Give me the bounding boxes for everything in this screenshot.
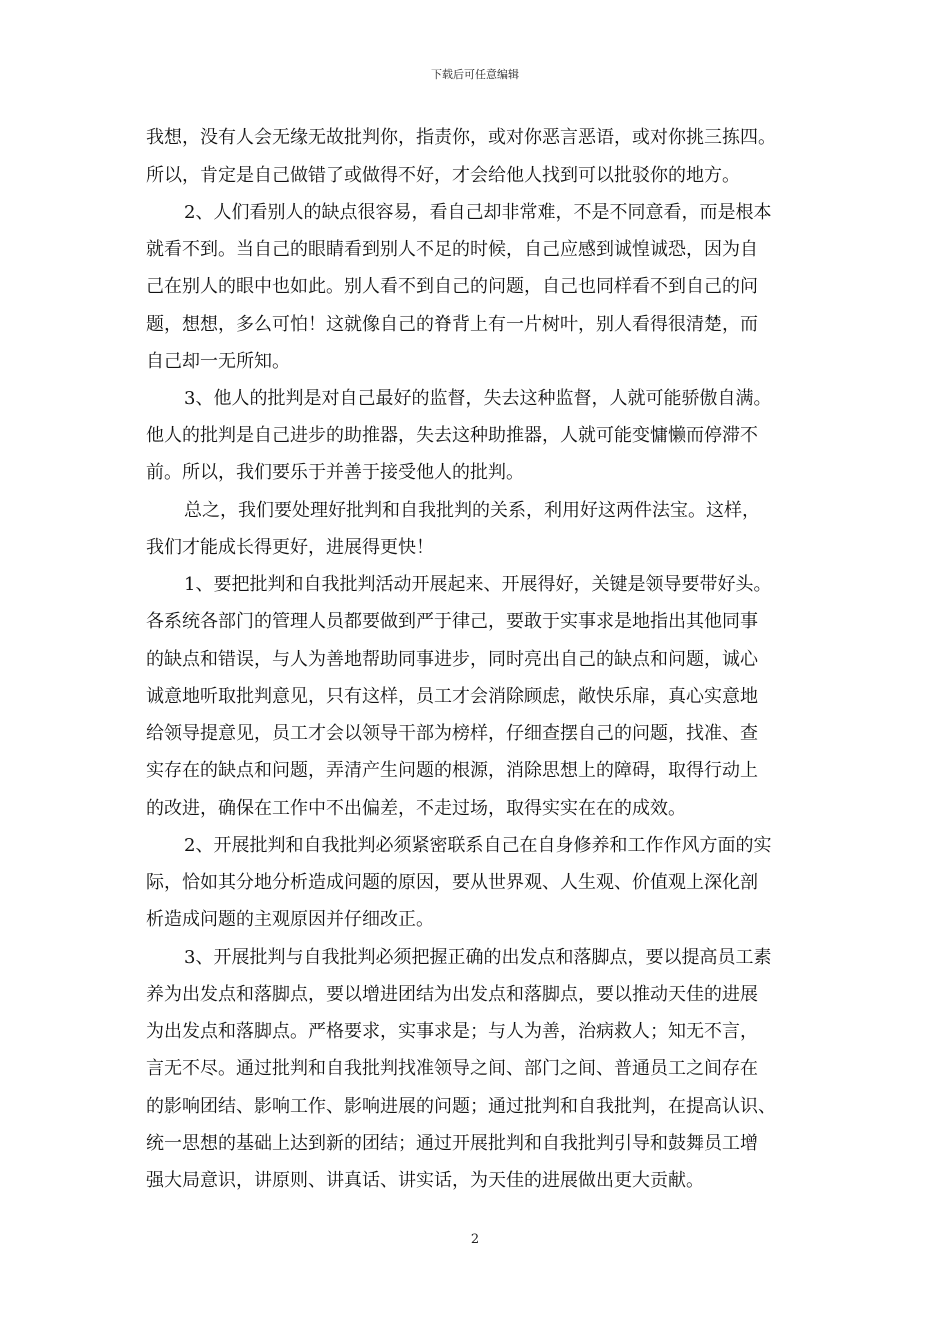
page-number: 2	[470, 1232, 480, 1247]
text-line: 际，恰如其分地分析造成问题的原因，要从世界观、人生观、价值观上深化剖	[146, 872, 758, 893]
text-line: 析造成问题的主观原因并仔细改正。	[146, 909, 434, 930]
text-line: 的缺点和错误，与人为善地帮助同事进步，同时亮出自己的缺点和问题，诚心	[146, 649, 758, 670]
text-line: 我想，没有人会无缘无故批判你，指责你，或对你恶言恶语，或对你挑三拣四。	[146, 127, 776, 148]
text-line: 总之，我们要处理好批判和自我批判的关系，利用好这两件法宝。这样，	[184, 500, 760, 521]
text-line: 养为出发点和落脚点，要以增进团结为出发点和落脚点，要以推动天佳的进展	[146, 984, 758, 1005]
text-line: 实存在的缺点和问题，弄清产生问题的根源，消除思想上的障碍，取得行动上	[146, 760, 758, 781]
text-line: 言无不尽。通过批判和自我批判找准领导之间、部门之间、普通员工之间存在	[146, 1058, 758, 1079]
text-line: 己在别人的眼中也如此。别人看不到自己的问题，自己也同样看不到自己的问	[146, 276, 758, 297]
text-line: 2、开展批判和自我批判必须紧密联系自己在自身修养和工作作风方面的实	[184, 835, 772, 856]
text-line: 的改进，确保在工作中不出偏差，不走过场，取得实实在在的成效。	[146, 798, 686, 819]
text-line: 1、要把批判和自我批判活动开展起来、开展得好，关键是领导要带好头。	[184, 574, 772, 595]
text-line: 强大局意识，讲原则、讲真话、讲实话，为天佳的进展做出更大贡献。	[146, 1170, 704, 1191]
text-line: 的影响团结、影响工作、影响进展的问题；通过批判和自我批判，在提高认识、	[146, 1096, 776, 1117]
text-line: 就看不到。当自己的眼睛看到别人不足的时候，自己应感到诚惶诚恐，因为自	[146, 239, 758, 260]
text-line: 统一思想的基础上达到新的团结；通过开展批判和自我批判引导和鼓舞员工增	[146, 1133, 758, 1154]
text-line: 我们才能成长得更好，进展得更快！	[146, 537, 434, 558]
text-line: 所以，肯定是自己做错了或做得不好，才会给他人找到可以批驳你的地方。	[146, 165, 740, 186]
text-line: 给领导提意见，员工才会以领导干部为榜样，仔细查摆自己的问题，找准、查	[146, 723, 758, 744]
page-header: 下载后可任意编辑	[431, 68, 519, 81]
text-line: 为出发点和落脚点。严格要求，实事求是；与人为善，治病救人；知无不言，	[146, 1021, 758, 1042]
text-line: 3、他人的批判是对自己最好的监督，失去这种监督，人就可能骄傲自满。	[184, 388, 772, 409]
text-line: 诚意地听取批判意见，只有这样，员工才会消除顾虑，敞快乐扉，真心实意地	[146, 686, 758, 707]
text-line: 他人的批判是自己进步的助推器，失去这种助推器，人就可能变慵懒而停滞不	[146, 425, 758, 446]
text-line: 3、开展批判与自我批判必须把握正确的出发点和落脚点，要以提高员工素	[184, 947, 772, 968]
text-line: 2、人们看别人的缺点很容易，看自己却非常难，不是不同意看，而是根本	[184, 202, 772, 223]
text-line: 前。所以，我们要乐于并善于接受他人的批判。	[146, 462, 524, 483]
text-line: 自己却一无所知。	[146, 351, 290, 372]
text-line: 各系统各部门的管理人员都要做到严于律己，要敢于实事求是地指出其他同事	[146, 611, 758, 632]
text-line: 题，想想，多么可怕！这就像自己的脊背上有一片树叶，别人看得很清楚，而	[146, 314, 758, 335]
